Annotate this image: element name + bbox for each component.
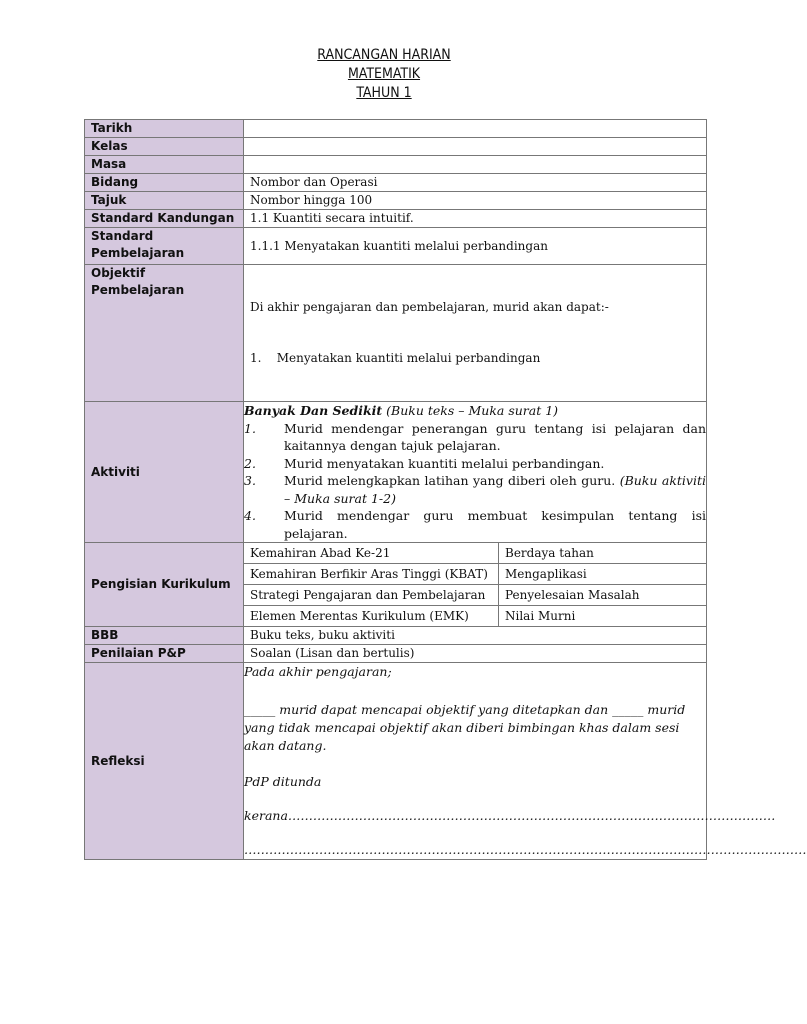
value-masa[interactable] xyxy=(244,156,707,174)
pengisian-row xyxy=(244,606,706,627)
refleksi-reason-continued[interactable]: ……………………………………………………………………………………………………………………… xyxy=(244,842,807,857)
label-masa: Masa xyxy=(85,156,244,174)
aktiviti-item-number: 2. xyxy=(244,455,256,471)
value-penilaian: Soalan (Lisan dan bertulis) xyxy=(244,645,707,663)
aktiviti-item-text: Murid melengkapkan latihan yang diberi oleh guru. xyxy=(284,473,620,488)
row-standard-pembelajaran xyxy=(85,228,707,265)
aktiviti-item-number: 4. xyxy=(244,508,256,523)
label-standard-pembelajaran xyxy=(85,228,244,265)
row-aktiviti xyxy=(85,402,707,543)
row-masa xyxy=(85,156,707,174)
refleksi-reason[interactable]: kerana……………………………………………………………………………………………………… xyxy=(244,808,776,823)
pengisian-row xyxy=(244,564,706,585)
label-tajuk: Tajuk xyxy=(85,192,244,210)
aktiviti-title: Banyak Dan Sedikit xyxy=(244,403,383,418)
label-objektif-line1: Objektif xyxy=(91,266,146,280)
value-tarikh[interactable] xyxy=(244,120,707,138)
pengisian-key: Elemen Merentas Kurikulum (EMK) xyxy=(244,606,499,627)
value-aktiviti xyxy=(244,402,707,543)
refleksi-intro: Pada akhir pengajaran; xyxy=(244,664,392,679)
row-tarikh xyxy=(85,120,707,138)
pengisian-value: Penyelesaian Masalah xyxy=(499,585,707,606)
pengisian-value: Berdaya tahan xyxy=(499,543,707,564)
pengisian-value: Nilai Murni xyxy=(499,606,707,627)
value-objektif xyxy=(244,265,707,402)
aktiviti-item-number: 1. xyxy=(244,420,256,436)
label-standard-line2: Pembelajaran xyxy=(91,246,185,260)
aktiviti-title-ref: (Buku teks – Muka surat 1) xyxy=(382,403,559,418)
label-aktiviti: Aktiviti xyxy=(85,402,244,543)
row-objektif xyxy=(85,265,707,402)
row-standard-kandungan xyxy=(85,210,707,228)
objektif-item: 1. Menyatakan kuantiti melalui perbandingan xyxy=(250,351,541,365)
label-penilaian: Penilaian P&P xyxy=(85,645,244,663)
value-standard-pembelajaran: 1.1.1 Menyatakan kuantiti melalui perbandingan xyxy=(244,228,707,265)
row-refleksi xyxy=(85,663,707,860)
label-kelas: Kelas xyxy=(85,138,244,156)
aktiviti-item-number: 3. xyxy=(244,473,256,488)
row-bidang xyxy=(85,174,707,192)
aktiviti-item-text: Murid menyatakan kuantiti melalui perbandingan. xyxy=(284,455,605,471)
row-penilaian xyxy=(85,645,707,663)
pengisian-key: Kemahiran Berfikir Aras Tinggi (KBAT) xyxy=(244,564,499,585)
aktiviti-item xyxy=(244,507,706,542)
aktiviti-item-ref: (Buku aktiviti – Muka surat 1-2) xyxy=(284,473,706,506)
row-bbb xyxy=(85,627,707,645)
label-objektif-line2: Pembelajaran xyxy=(91,283,185,297)
refleksi-postponed: PdP ditunda xyxy=(244,774,322,789)
aktiviti-list xyxy=(244,420,706,543)
value-kelas[interactable] xyxy=(244,138,707,156)
pengisian-row xyxy=(244,585,706,606)
value-tajuk: Nombor hingga 100 xyxy=(244,192,707,210)
value-refleksi xyxy=(244,663,807,860)
row-tajuk xyxy=(85,192,707,210)
label-pengisian-kurikulum: Pengisian Kurikulum xyxy=(85,543,244,627)
label-objektif xyxy=(85,265,244,402)
row-pengisian-kurikulum xyxy=(85,543,707,627)
objektif-intro: Di akhir pengajaran dan pembelajaran, murid akan dapat:- xyxy=(250,300,609,314)
pengisian-table xyxy=(244,543,706,626)
value-pengisian-kurikulum xyxy=(244,543,707,627)
aktiviti-title-line xyxy=(244,402,706,420)
aktiviti-item xyxy=(244,472,706,507)
aktiviti-item-text: Murid mendengar guru membuat kesimpulan tentang isi pelajaran. xyxy=(284,508,706,541)
header-title: RANCANGAN HARIAN xyxy=(317,47,451,63)
row-kelas xyxy=(85,138,707,156)
label-refleksi: Refleksi xyxy=(85,663,244,860)
value-bbb: Buku teks, buku aktiviti xyxy=(244,627,707,645)
document-header xyxy=(0,46,768,103)
label-standard-line1: Standard xyxy=(91,229,154,243)
pengisian-key: Strategi Pengajaran dan Pembelajaran xyxy=(244,585,499,606)
label-bbb: BBB xyxy=(85,627,244,645)
label-standard-kandungan: Standard Kandungan xyxy=(85,210,244,228)
label-tarikh: Tarikh xyxy=(85,120,244,138)
pengisian-key: Kemahiran Abad Ke-21 xyxy=(244,543,499,564)
value-standard-kandungan: 1.1 Kuantiti secara intuitif. xyxy=(244,210,707,228)
label-bidang: Bidang xyxy=(85,174,244,192)
header-year: TAHUN 1 xyxy=(356,85,412,101)
aktiviti-item-text: Murid mendengar penerangan guru tentang isi pelajaran dan kaitannya dengan tajuk pelajaran. xyxy=(284,420,706,453)
pengisian-value: Mengaplikasi xyxy=(499,564,707,585)
lesson-plan-table xyxy=(84,119,807,860)
refleksi-summary: _____ murid dapat mencapai objektif yang ditetapkan dan _____ murid yang tidak mencapai objektif akan diberi bimbingan khas dalam sesi akan datang. xyxy=(244,702,686,753)
pengisian-row xyxy=(244,543,706,564)
aktiviti-item-content xyxy=(284,472,706,507)
aktiviti-item xyxy=(244,455,706,473)
header-subject: MATEMATIK xyxy=(347,66,421,82)
aktiviti-item xyxy=(244,420,706,455)
value-bidang: Nombor dan Operasi xyxy=(244,174,707,192)
